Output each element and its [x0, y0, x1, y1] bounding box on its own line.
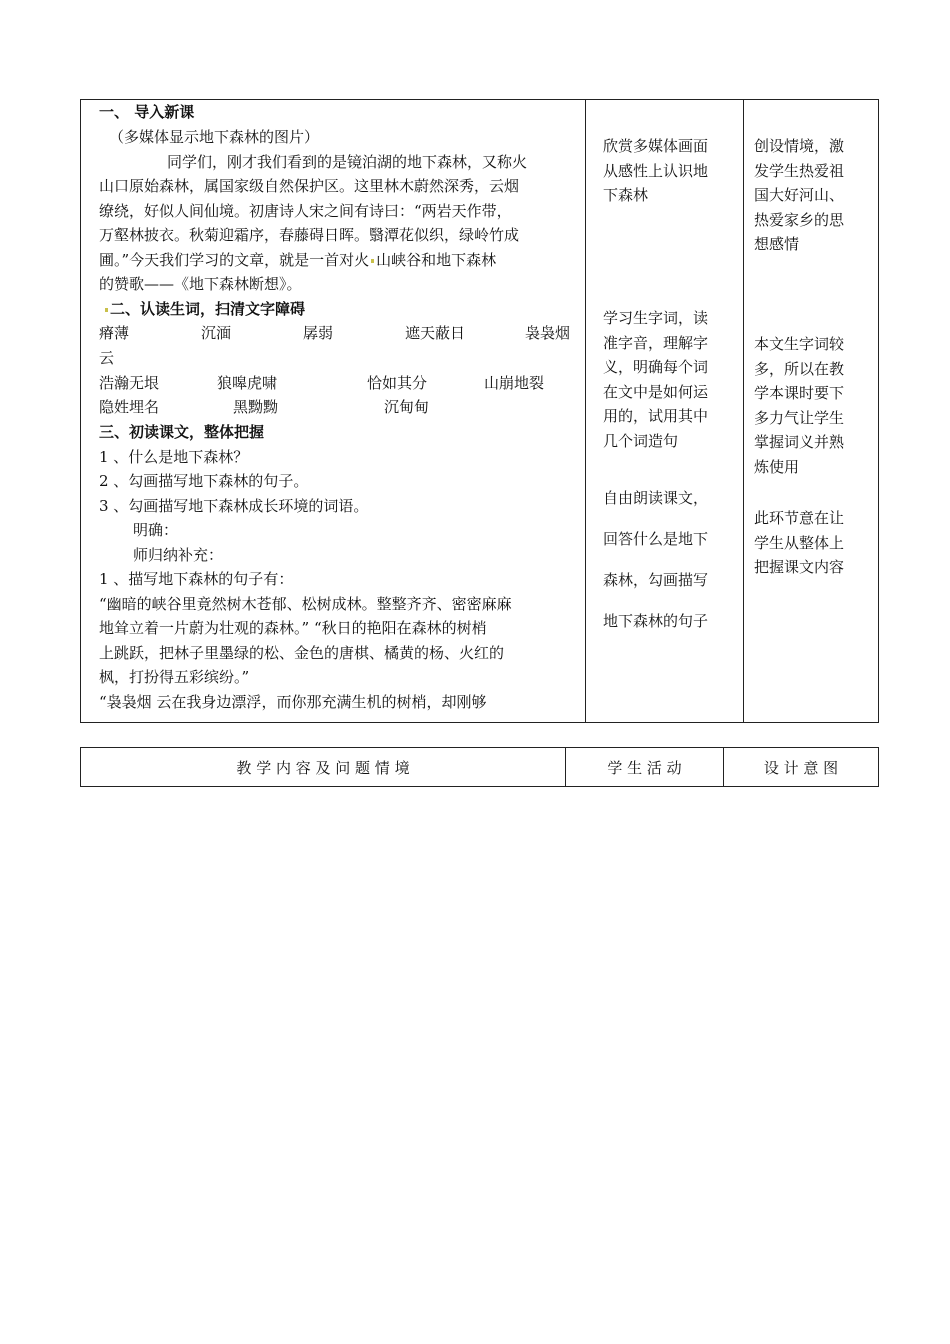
- content-line: [99, 447, 248, 468]
- content-line-text: 师归纳补充：: [133, 546, 224, 564]
- content-line: [384, 397, 429, 418]
- content-line: [99, 643, 504, 664]
- content-line: [99, 225, 519, 246]
- content-line: [525, 323, 570, 344]
- content-line: [99, 618, 487, 639]
- header-teaching-content: 教 学 内 容 及 问 题 情 境: [81, 748, 566, 787]
- content-line: [99, 667, 249, 688]
- content-line-text: 黑黝黝: [233, 398, 279, 416]
- content-line-text: 三、初读课文，整体把握: [99, 423, 265, 441]
- content-line: [99, 323, 129, 344]
- design-intent-line: 把握课文内容: [754, 558, 845, 576]
- content-line: [99, 348, 114, 369]
- content-line: [99, 274, 302, 295]
- content-line-text: 枫，打扮得五彩缤纷。”: [99, 668, 250, 686]
- student-activity-cell: [586, 100, 744, 723]
- design-intent-line: 想感情: [754, 235, 800, 253]
- design-intent-block: [754, 332, 844, 479]
- design-intent-line: 学生从整体上: [754, 533, 845, 552]
- content-line: [167, 152, 527, 173]
- content-line-text: 圃。”今天我们学习的文章，就是一首对火: [99, 251, 370, 269]
- student-activity-line: 学习生字词，读: [603, 309, 709, 327]
- design-intent-cell: [744, 100, 879, 723]
- content-line-text: 山峡谷和地下森林: [376, 251, 497, 269]
- content-line: [109, 127, 319, 148]
- content-line: [99, 102, 194, 123]
- content-line-text: （多媒体显示地下森林的图片）: [109, 128, 320, 146]
- content-line-text: 孱弱: [303, 324, 334, 342]
- student-activity-line: 在文中是如何运: [603, 382, 709, 401]
- design-intent-line: 此环节意在让: [754, 509, 845, 527]
- content-line-text: 明确：: [133, 521, 179, 539]
- content-line-text: 一、 导入新课: [99, 103, 195, 121]
- lesson-plan-table: [80, 99, 879, 723]
- student-activity-line: 地下森林的句子: [603, 612, 709, 630]
- content-line: [99, 594, 512, 615]
- content-line-text: 上跳跃，把林子里墨绿的松、金色的唐棋、橘黄的杨、火红的: [99, 644, 505, 662]
- content-line-text: 隐姓埋名: [99, 398, 160, 416]
- bullet-mark: [371, 259, 374, 263]
- design-intent-line: 发学生热爱祖: [754, 161, 845, 180]
- content-line-text: 的赞歌——《地下森林断想》。: [99, 275, 302, 293]
- content-line-text: “幽暗的峡谷里竟然树木苍郁、松树成林。整整齐齐、密密麻麻: [99, 595, 512, 613]
- header-row: [81, 748, 879, 787]
- content-line: [99, 201, 512, 222]
- column-header-table: [80, 747, 879, 787]
- content-line: [233, 397, 278, 418]
- content-line-text: 遮天蔽日: [405, 324, 466, 342]
- design-intent-line: 炼使用: [754, 457, 800, 476]
- content-line: [201, 323, 231, 344]
- content-line: [367, 373, 427, 394]
- student-activity-block: [603, 134, 708, 208]
- content-line-text: “袅袅烟 云在我身边漂浮，而你那充满生机的树梢，却刚够: [99, 693, 487, 711]
- content-line-text: 二、认读生词，扫清文字障碍: [110, 300, 306, 318]
- student-activity-block: [603, 306, 708, 453]
- student-activity-line: 自由朗读课文，: [603, 489, 709, 507]
- content-line-text: 狼嗥虎啸: [217, 374, 278, 392]
- student-activity-line: 准字音，理解字: [603, 333, 709, 352]
- content-line-text: 沉甸甸: [384, 398, 430, 416]
- content-line: [103, 299, 305, 320]
- design-intent-line: 学本课时要下: [754, 384, 845, 402]
- content-line: [99, 250, 496, 271]
- design-intent-line: 多，所以在教: [754, 359, 845, 378]
- student-activity-line: 几个词造句: [603, 431, 679, 450]
- student-activity-line: 从感性上认识地: [603, 161, 709, 180]
- content-line-text: 瘠薄: [99, 324, 130, 342]
- header-student-activity: 学 生 活 动: [566, 748, 724, 787]
- content-line-text: 地耸立着一片蔚为壮观的森林。” “秋日的艳阳在森林的树梢: [99, 619, 487, 637]
- design-intent-line: 本文生字词较: [754, 335, 845, 353]
- header-design-intent: 设 计 意 图: [724, 748, 879, 787]
- content-line: [99, 373, 159, 394]
- content-line-text: 袅袅烟: [525, 324, 571, 342]
- content-line: [217, 373, 277, 394]
- design-intent-line: 掌握词义并熟: [754, 433, 845, 451]
- student-activity-block: [603, 478, 708, 642]
- design-intent-block: [754, 506, 844, 580]
- teaching-content-cell: [81, 100, 586, 723]
- student-activity-line: 义，明确每个词: [603, 358, 709, 376]
- content-line-text: 2 、勾画描写地下森林的句子。: [99, 472, 309, 490]
- table-row: [81, 100, 879, 723]
- content-line: [99, 397, 159, 418]
- content-line: [99, 422, 264, 443]
- content-line: [99, 496, 368, 517]
- student-activity-line: 回答什么是地下: [603, 530, 709, 548]
- content-line: [303, 323, 333, 344]
- bullet-mark: [105, 308, 108, 312]
- content-line-text: 山崩地裂: [484, 374, 545, 392]
- design-intent-block: [754, 134, 844, 257]
- content-line-text: 缭绕，好似人间仙境。初唐诗人宋之间有诗曰：“两岩天作带，: [99, 202, 512, 220]
- content-line: [99, 176, 519, 197]
- student-activity-line: 森林，勾画描写: [603, 571, 709, 589]
- content-line-text: 3 、勾画描写地下森林成长环境的词语。: [99, 497, 369, 515]
- content-line-text: 浩瀚无垠: [99, 374, 160, 392]
- content-line: [133, 520, 178, 541]
- content-line-text: 1 、什么是地下森林？: [99, 448, 249, 466]
- design-intent-line: 多力气让学生: [754, 408, 845, 427]
- content-line: [99, 569, 293, 590]
- content-line-text: 1 、描写地下森林的句子有：: [99, 570, 294, 588]
- student-activity-line: 欣赏多媒体画面: [603, 137, 709, 155]
- design-intent-line: 热爱家乡的思: [754, 210, 845, 229]
- content-line-text: 同学们，刚才我们看到的是镜泊湖的地下森林，又称火: [167, 153, 528, 171]
- content-line-text: 云: [99, 349, 115, 367]
- student-activity-line: 下森林: [603, 186, 649, 204]
- content-line: [484, 373, 544, 394]
- design-intent-line: 国大好河山、: [754, 186, 845, 204]
- content-line: [99, 692, 486, 713]
- content-line-text: 万壑林披衣。秋菊迎霜序，春藤碍日晖。翳潭花似织，绿岭竹成: [99, 226, 520, 244]
- content-line: [405, 323, 465, 344]
- design-intent-line: 创设情境，激: [754, 137, 845, 155]
- content-line-text: 山口原始森林，属国家级自然保护区。这里林木蔚然深秀，云烟: [99, 177, 520, 195]
- content-line-text: 沉湎: [201, 324, 232, 342]
- content-line: [99, 471, 308, 492]
- content-line: [133, 545, 223, 566]
- content-line-text: 恰如其分: [367, 374, 428, 392]
- student-activity-line: 用的，试用其中: [603, 407, 709, 425]
